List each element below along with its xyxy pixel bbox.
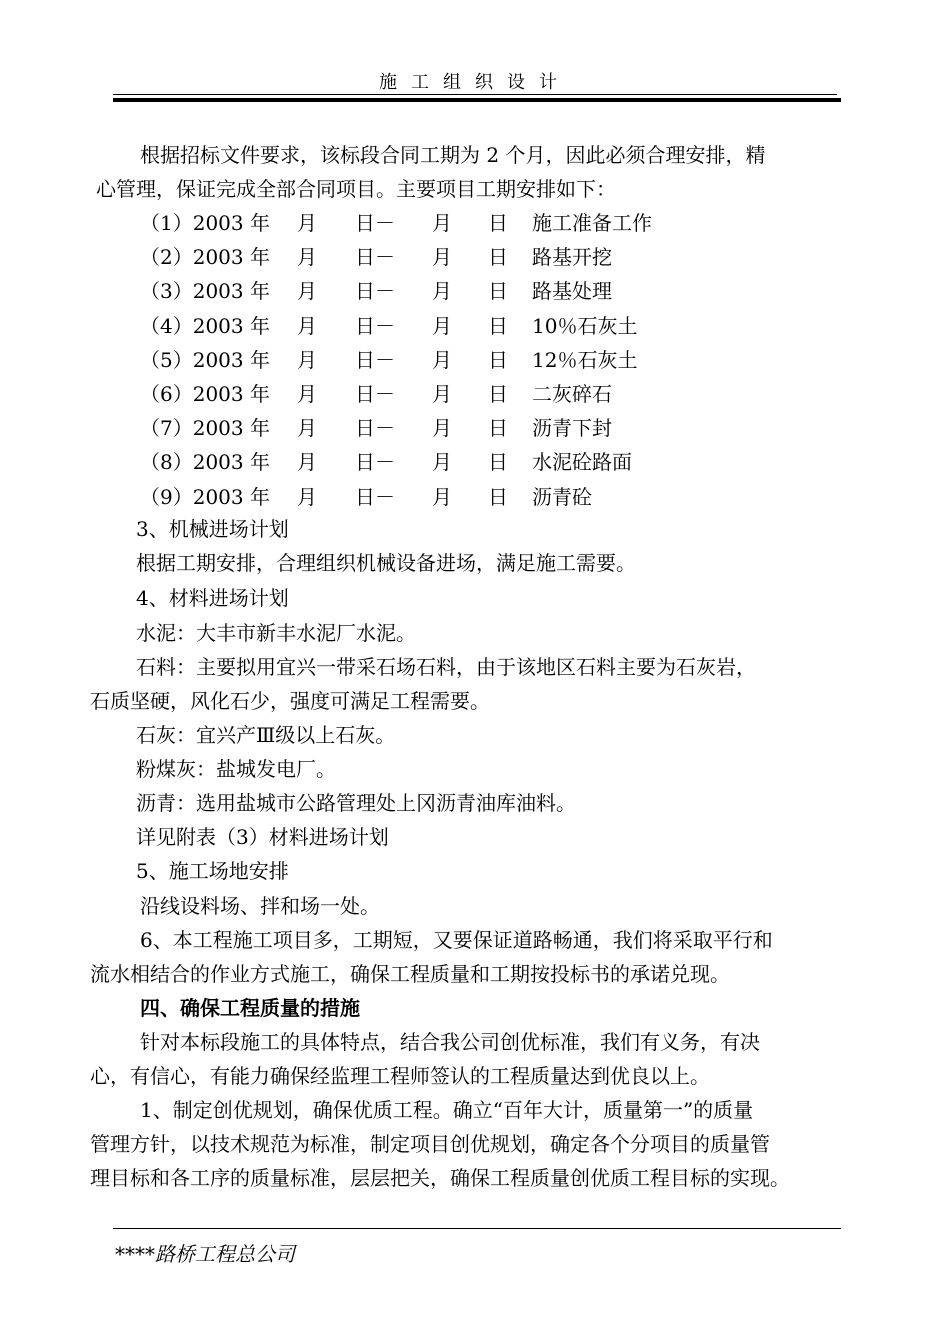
schedule-task: 路基开挖	[532, 245, 612, 270]
footer-rule	[113, 1228, 841, 1229]
section-5-text: 沿线设料场、拌和场一处。	[140, 894, 380, 918]
schedule-end-month: 月	[432, 347, 452, 372]
schedule-start-month: 月	[297, 450, 317, 475]
schedule-number: （4）2003 年	[140, 313, 270, 338]
schedule-end-day: 日	[488, 211, 508, 235]
schedule-task: 路基处理	[532, 279, 612, 304]
schedule-start-day: 日－	[355, 347, 395, 372]
section-iv-line-1: 针对本标段施工的具体特点，结合我公司创优标准，我们有义务，有决	[140, 1030, 760, 1054]
schedule-start-month: 月	[297, 279, 317, 304]
schedule-end-month: 月	[432, 484, 452, 509]
schedule-start-day: 日－	[355, 416, 395, 441]
appendix-reference: 详见附表（3）材料进场计划	[136, 825, 389, 849]
schedule-number: （5）2003 年	[140, 347, 270, 372]
schedule-end-day: 日	[488, 416, 508, 441]
header-rule-thin	[113, 94, 837, 95]
schedule-start-day: 日－	[355, 279, 395, 304]
schedule-start-day: 日－	[355, 211, 395, 235]
schedule-task: 水泥砼路面	[532, 450, 632, 475]
schedule-end-month: 月	[432, 450, 452, 475]
point-1-line-2: 管理方针，以技术规范为标准，制定项目创优规划，确定各个分项目的质量管	[90, 1132, 770, 1156]
schedule-start-month: 月	[297, 313, 317, 338]
section-iv-heading: 四、确保工程质量的措施	[140, 996, 360, 1020]
schedule-number: （1）2003 年	[140, 211, 270, 235]
schedule-start-month: 月	[297, 484, 317, 509]
section-3-heading: 3、机械进场计划	[136, 517, 289, 541]
schedule-end-day: 日	[488, 347, 508, 372]
section-3-text: 根据工期安排，合理组织机械设备进场，满足施工需要。	[136, 551, 636, 575]
schedule-end-day: 日	[488, 279, 508, 304]
material-asphalt: 沥青：选用盐城市公路管理处上冈沥青油库油料。	[136, 791, 576, 815]
section-4-heading: 4、材料进场计划	[136, 586, 289, 610]
material-lime: 石灰：宜兴产Ⅲ级以上石灰。	[136, 723, 396, 747]
schedule-number: （2）2003 年	[140, 245, 270, 270]
schedule-task: 12％石灰土	[532, 347, 638, 372]
section-6-line-2: 流水相结合的作业方式施工，确保工程质量和工期按投标书的承诺兑现。	[90, 962, 730, 986]
schedule-start-month: 月	[297, 416, 317, 441]
schedule-end-day: 日	[488, 382, 508, 406]
schedule-end-month: 月	[432, 313, 452, 338]
point-1-line-1: 1、制定创优规划，确保优质工程。确立“百年大计，质量第一”的质量	[140, 1098, 754, 1122]
schedule-task: 二灰碎石	[532, 382, 612, 406]
schedule-number: （9）2003 年	[140, 484, 270, 509]
schedule-task: 沥青下封	[532, 416, 612, 441]
schedule-start-month: 月	[297, 347, 317, 372]
schedule-start-day: 日－	[355, 484, 395, 509]
schedule-end-day: 日	[488, 313, 508, 338]
section-5-heading: 5、施工场地安排	[136, 859, 289, 883]
schedule-start-month: 月	[297, 211, 317, 235]
material-flyash: 粉煤灰：盐城发电厂。	[136, 757, 336, 781]
schedule-start-month: 月	[297, 382, 317, 406]
schedule-start-day: 日－	[355, 450, 395, 475]
schedule-number: （8）2003 年	[140, 450, 270, 475]
schedule-start-month: 月	[297, 245, 317, 270]
schedule-end-month: 月	[432, 416, 452, 441]
schedule-end-month: 月	[432, 211, 452, 235]
material-stone-line-1: 石料：主要拟用宜兴一带采石场石料，由于该地区石料主要为石灰岩，	[136, 655, 756, 679]
schedule-number: （7）2003 年	[140, 416, 270, 441]
header-rule-thick	[113, 98, 841, 102]
schedule-end-day: 日	[488, 450, 508, 475]
section-6-line-1: 6、本工程施工项目多，工期短，又要保证道路畅通，我们将采取平行和	[140, 928, 773, 952]
header-title: 施工组织设计	[379, 72, 571, 93]
schedule-end-month: 月	[432, 382, 452, 406]
schedule-end-day: 日	[488, 245, 508, 270]
schedule-end-month: 月	[432, 279, 452, 304]
schedule-task: 沥青砼	[532, 484, 592, 509]
schedule-end-month: 月	[432, 245, 452, 270]
section-iv-line-2: 心，有信心，有能力确保经监理工程师签认的工程质量达到优良以上。	[90, 1064, 710, 1088]
intro-line-2: 心管理，保证完成全部合同项目。主要项目工期安排如下：	[96, 177, 616, 201]
schedule-task: 施工准备工作	[532, 211, 652, 235]
schedule-task: 10％石灰土	[532, 313, 638, 338]
point-1-line-3: 理目标和各工序的质量标准，层层把关，确保工程质量创优质工程目标的实现。	[90, 1166, 790, 1190]
footer-company: ****路桥工程总公司	[115, 1242, 295, 1266]
schedule-start-day: 日－	[355, 245, 395, 270]
material-cement: 水泥：大丰市新丰水泥厂水泥。	[136, 621, 416, 645]
schedule-number: （6）2003 年	[140, 382, 270, 406]
schedule-start-day: 日－	[355, 382, 395, 406]
intro-line-1: 根据招标文件要求，该标段合同工期为 2 个月，因此必须合理安排，精	[140, 143, 766, 167]
schedule-start-day: 日－	[355, 313, 395, 338]
schedule-number: （3）2003 年	[140, 279, 270, 304]
schedule-end-day: 日	[488, 484, 508, 509]
material-stone-line-2: 石质坚硬，风化石少，强度可满足工程需要。	[90, 689, 490, 713]
